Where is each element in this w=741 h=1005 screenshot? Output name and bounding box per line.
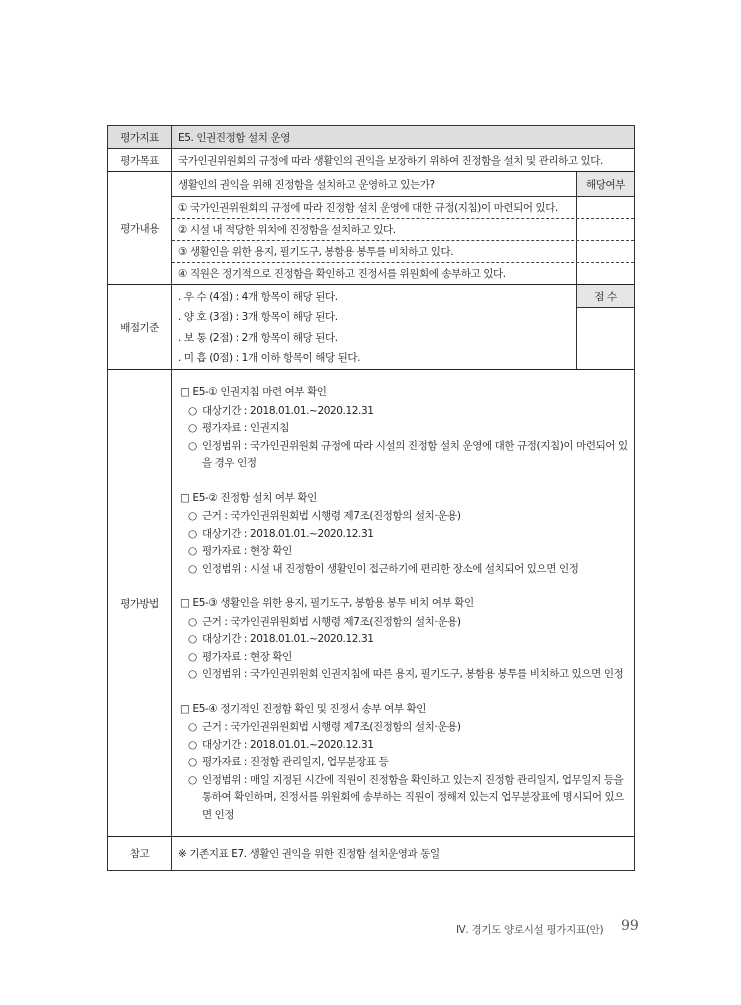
page-number: 99 <box>621 918 639 934</box>
applicable-header: 해당여부 <box>576 172 634 196</box>
criteria-item: . 양 호 (3점) : 3개 항목이 해당 된다. <box>178 311 338 324</box>
goal-label: 평가목표 <box>108 149 172 171</box>
method-item <box>180 719 628 737</box>
method-block <box>180 490 628 579</box>
method-item-text: 대상기간 : 2018.01.01.~2020.12.31 <box>202 404 374 417</box>
method-item <box>180 754 628 772</box>
content-item-text: ② 시설 내 적당한 위치에 진정함을 설치하고 있다. <box>178 224 396 236</box>
method-item <box>180 403 628 421</box>
method-heading: □ E5-② 진정함 설치 여부 확인 <box>180 491 317 504</box>
circle-bullet-icon: ○ <box>188 650 197 663</box>
method-item <box>180 526 628 544</box>
circle-bullet-icon: ○ <box>188 721 197 733</box>
method-item-text: 인정범위 : 국가인권위원회 인권지침에 따른 용지, 필기도구, 봉함용 봉투를 비치하고 있으면 인정 <box>202 668 624 680</box>
content-item <box>172 240 634 262</box>
method-block <box>180 701 628 825</box>
note-value: ※ 기존지표 E7. 생활인 권익을 위한 진정함 설치운영과 동일 <box>178 848 440 860</box>
applicable-cell[interactable] <box>576 219 634 240</box>
evaluation-table <box>107 125 635 871</box>
score-column <box>576 285 634 369</box>
method-item-text: 근거 : 국가인권위원회법 시행령 제7조(진정함의 설치·운용) <box>202 615 461 628</box>
content-question: 생활인의 권익을 위해 진정함을 설치하고 운영하고 있는가? <box>178 178 435 191</box>
goal-value: 국가인권위원회의 규정에 따라 생활인의 권익을 보장하기 위하여 진정함을 설치 및 관리하고 있다. <box>178 154 603 167</box>
content-item-text: ③ 생활인을 위한 용지, 필기도구, 봉함용 봉투를 비치하고 있다. <box>178 246 454 258</box>
method-item-text: 인정범위 : 매일 지정된 시간에 직원이 진정함을 확인하고 있는지 진정함 관리일지, 업무일지 등을 통하여 확인하며, 진정서를 위원회에 송부하는 직원이 정해져 있는지 업무분장표에 명시되어 있으면 인정 <box>202 773 625 821</box>
circle-bullet-icon: ○ <box>188 633 197 645</box>
circle-bullet-icon: ○ <box>188 615 197 628</box>
note-row <box>108 836 634 870</box>
method-row <box>108 369 634 836</box>
content-row <box>108 171 634 284</box>
method-item <box>180 561 628 579</box>
method-item-text: 대상기간 : 2018.01.01.~2020.12.31 <box>202 633 374 645</box>
method-item-text: 근거 : 국가인권위원회법 시행령 제7조(진정함의 설치·운용) <box>202 510 461 522</box>
criteria-label: 배점기준 <box>108 285 172 369</box>
circle-bullet-icon: ○ <box>188 422 197 434</box>
method-item <box>180 772 628 825</box>
score-header: 점 수 <box>577 285 634 308</box>
footer-section-title: Ⅳ. 경기도 양로시설 평가지표(안) <box>456 924 604 936</box>
criteria-item: . 미 흡 (0점) : 1개 이하 항목이 해당 된다. <box>178 352 361 365</box>
indicator-label: 평가지표 <box>108 126 172 148</box>
method-item <box>180 614 628 632</box>
method-item-text: 평가자료 : 인권지침 <box>202 422 289 434</box>
goal-row <box>108 148 634 171</box>
method-item <box>180 649 628 667</box>
content-body <box>172 172 634 284</box>
circle-bullet-icon: ○ <box>188 404 197 417</box>
method-item-text: 인정범위 : 시설 내 진정함이 생활인이 접근하기에 편리한 장소에 설치되어 있으면 인정 <box>202 562 579 575</box>
method-label: 평가방법 <box>108 370 172 836</box>
circle-bullet-icon: ○ <box>188 510 197 522</box>
content-item-text: ④ 직원은 정기적으로 진정함을 확인하고 진정서를 위원회에 송부하고 있다. <box>178 268 506 280</box>
applicable-cell[interactable] <box>576 241 634 262</box>
method-heading: □ E5-③ 생활인을 위한 용지, 필기도구, 봉함용 봉투 비치 여부 확인 <box>180 597 474 609</box>
indicator-value: E5. 인권진정함 설치 운영 <box>172 126 634 148</box>
criteria-list <box>172 285 576 369</box>
content-item <box>172 196 634 218</box>
content-question-row <box>172 172 634 196</box>
content-item-text: ① 국가인권위원회의 규정에 따라 진정함 설치 운영에 대한 규정(지침)이 마련되어 있다. <box>178 202 558 214</box>
indicator-row <box>108 126 634 148</box>
method-item <box>180 508 628 526</box>
method-heading: □ E5-④ 정기적인 진정함 확인 및 진정서 송부 여부 확인 <box>180 702 426 715</box>
method-block <box>180 384 628 473</box>
method-item <box>180 420 628 438</box>
score-cell[interactable] <box>577 308 634 369</box>
method-item <box>180 737 628 755</box>
method-item-text: 평가자료 : 현장 확인 <box>202 545 292 557</box>
method-body <box>172 370 634 836</box>
note-label: 참고 <box>108 837 172 870</box>
applicable-cell[interactable] <box>576 263 634 284</box>
method-item <box>180 438 628 473</box>
criteria-body <box>172 285 634 369</box>
circle-bullet-icon: ○ <box>188 738 197 751</box>
circle-bullet-icon: ○ <box>188 527 197 540</box>
circle-bullet-icon: ○ <box>188 562 197 575</box>
method-item-text: 대상기간 : 2018.01.01.~2020.12.31 <box>202 738 374 751</box>
circle-bullet-icon: ○ <box>188 545 197 557</box>
method-block <box>180 595 628 684</box>
criteria-row <box>108 284 634 369</box>
method-item <box>180 631 628 649</box>
circle-bullet-icon: ○ <box>188 439 197 452</box>
method-item <box>180 666 628 684</box>
circle-bullet-icon: ○ <box>188 756 197 768</box>
content-label: 평가내용 <box>108 172 172 284</box>
criteria-item: . 우 수 (4점) : 4개 항목이 해당 된다. <box>178 290 338 303</box>
method-item-text: 대상기간 : 2018.01.01.~2020.12.31 <box>202 527 374 540</box>
method-item <box>180 543 628 561</box>
circle-bullet-icon: ○ <box>188 773 197 786</box>
applicable-cell[interactable] <box>576 197 634 218</box>
method-item-text: 평가자료 : 현장 확인 <box>202 650 292 663</box>
circle-bullet-icon: ○ <box>188 668 197 680</box>
method-item-text: 평가자료 : 진정함 관리일지, 업무분장표 등 <box>202 756 389 768</box>
criteria-item: . 보 통 (2점) : 2개 항목이 해당 된다. <box>178 331 338 344</box>
method-heading: □ E5-① 인권지침 마련 여부 확인 <box>180 386 327 398</box>
method-item-text: 인정범위 : 국가인권위원회 규정에 따라 시설의 진정함 설치 운영에 대한 규정(지침)이 마련되어 있을 경우 인정 <box>202 439 628 469</box>
method-item-text: 근거 : 국가인권위원회법 시행령 제7조(진정함의 설치·운용) <box>202 721 461 733</box>
content-item <box>172 262 634 284</box>
content-item <box>172 218 634 240</box>
